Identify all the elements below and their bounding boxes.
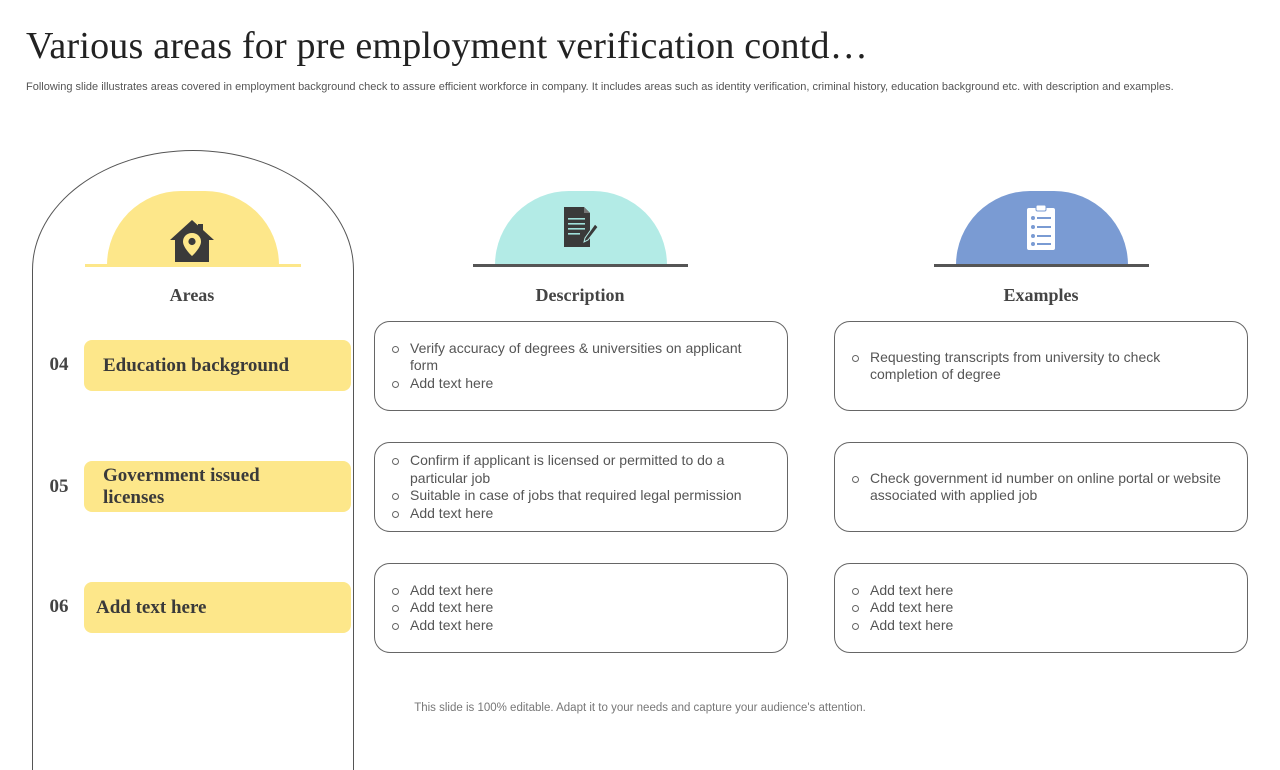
description-item: Add text here bbox=[391, 617, 493, 635]
description-header: Description bbox=[535, 285, 625, 305]
description-item: Add text here bbox=[391, 599, 493, 617]
description-item: Verify accuracy of degrees & universities on applicant form bbox=[391, 340, 763, 375]
description-box bbox=[374, 563, 788, 653]
slide-footer-note: This slide is 100% editable. Adapt it to your needs and capture your audience's attention. bbox=[414, 702, 866, 714]
example-item: Check government id number on online portal or website associated with applied job bbox=[851, 470, 1223, 505]
checklist-clipboard-icon bbox=[1025, 204, 1057, 252]
area-pill: Government issued licenses bbox=[84, 461, 351, 512]
row-number: 04 bbox=[49, 354, 69, 375]
description-item: Add text here bbox=[391, 375, 763, 393]
example-item: Requesting transcripts from university to check completion of degree bbox=[851, 349, 1223, 384]
examples-box bbox=[834, 442, 1248, 532]
description-item: Confirm if applicant is licensed or permitted to do a particular job bbox=[391, 452, 763, 487]
description-item: Suitable in case of jobs that required legal permission bbox=[391, 487, 763, 505]
areas-dome-base bbox=[85, 264, 301, 267]
area-pill: Education background bbox=[84, 340, 351, 391]
examples-box bbox=[834, 321, 1248, 411]
description-box bbox=[374, 321, 788, 411]
description-item: Add text here bbox=[391, 582, 493, 600]
examples-header: Examples bbox=[1003, 285, 1079, 305]
area-pill: Add text here bbox=[84, 582, 351, 633]
example-item: Add text here bbox=[851, 599, 953, 617]
row-number: 06 bbox=[49, 596, 69, 617]
example-item: Add text here bbox=[851, 617, 953, 635]
description-item: Add text here bbox=[391, 505, 763, 523]
document-pen-icon bbox=[562, 206, 600, 248]
row-number: 05 bbox=[49, 476, 69, 497]
slide-title: Various areas for pre employment verification contd… bbox=[26, 25, 868, 67]
home-location-icon bbox=[168, 218, 216, 264]
examples-box bbox=[834, 563, 1248, 653]
areas-header: Areas bbox=[169, 285, 215, 305]
examples-dome-base bbox=[934, 264, 1149, 267]
slide-subtitle: Following slide illustrates areas covered in employment background check to assure efficient workforce in company. It includes areas such as identity verification, criminal history, education background etc. with description and examples. bbox=[26, 81, 1174, 93]
example-item: Add text here bbox=[851, 582, 953, 600]
description-box bbox=[374, 442, 788, 532]
description-dome-base bbox=[473, 264, 688, 267]
